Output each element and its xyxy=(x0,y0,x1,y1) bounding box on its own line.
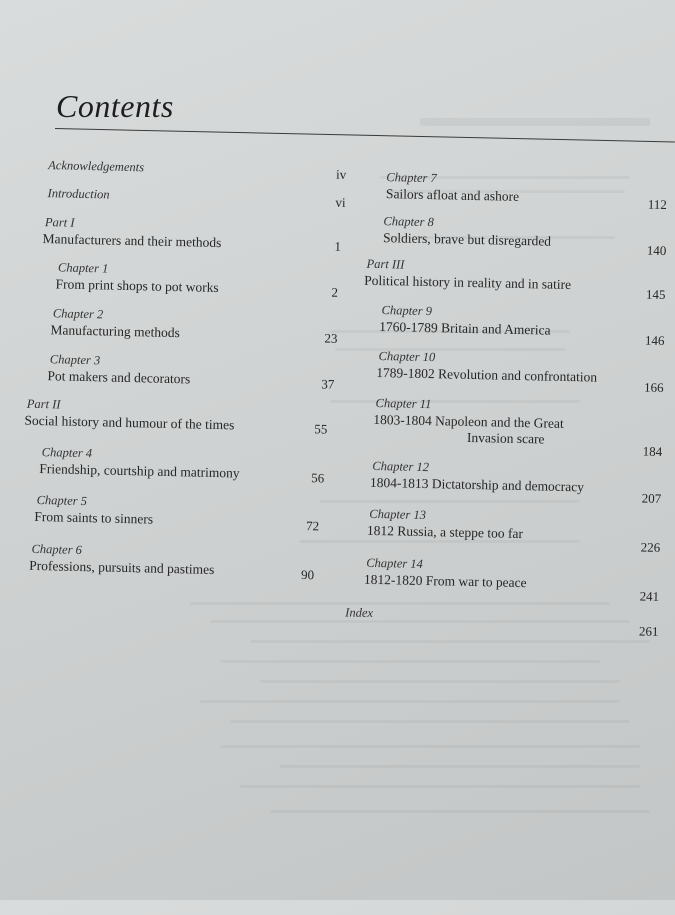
toc-title: 1803-1804 Napoleon and the Great xyxy=(373,411,564,431)
toc-page-number: 37 xyxy=(321,376,335,392)
toc-title: Pot makers and decorators xyxy=(47,368,191,387)
toc-label: Chapter 10 xyxy=(378,349,436,365)
toc-page-number: 72 xyxy=(305,518,320,534)
toc-label: Chapter 4 xyxy=(41,445,93,461)
toc-title-continued: Invasion scare xyxy=(466,429,545,447)
toc-label: Chapter 7 xyxy=(386,170,437,186)
toc-page-number: 2 xyxy=(331,284,339,300)
toc-page-number: 207 xyxy=(641,490,662,506)
toc-label: Chapter 8 xyxy=(383,214,434,230)
toc-label: Acknowledgements xyxy=(48,158,145,175)
toc-label: Chapter 12 xyxy=(372,458,430,475)
toc-label: Chapter 9 xyxy=(381,303,433,319)
toc-label: Chapter 1 xyxy=(57,260,109,276)
toc-title: From saints to sinners xyxy=(34,508,154,527)
toc-page-number: vi xyxy=(335,194,346,210)
toc-page-number: 145 xyxy=(645,286,666,302)
toc-label: Part I xyxy=(44,215,75,230)
toc-page-number: 184 xyxy=(642,443,663,459)
toc-title: 1804-1813 Dictatorship and democracy xyxy=(369,474,585,495)
toc-title: Friendship, courtship and matrimony xyxy=(39,461,240,481)
toc-page-number: 56 xyxy=(311,470,325,486)
toc-page-number: 55 xyxy=(314,421,328,437)
toc-page-number: 90 xyxy=(300,566,315,583)
toc-label: Chapter 2 xyxy=(52,306,104,322)
toc-page-number: 140 xyxy=(646,242,667,259)
toc-label: Chapter 6 xyxy=(31,541,83,557)
page-title: Contents xyxy=(56,88,174,124)
toc-page-number: 261 xyxy=(638,623,659,639)
toc-title: Professions, pursuits and pastimes xyxy=(29,557,215,578)
toc-title: Sailors afloat and ashore xyxy=(385,186,520,204)
toc-label: Chapter 3 xyxy=(49,352,101,368)
toc-title: Soldiers, brave but disregarded xyxy=(382,230,552,249)
toc-label: Chapter 5 xyxy=(36,492,88,509)
toc-label: Index xyxy=(345,605,374,620)
toc-title: From print shops to pot works xyxy=(55,276,219,296)
toc-label: Chapter 14 xyxy=(366,555,424,571)
toc-title: 1812-1820 From war to peace xyxy=(363,571,527,591)
toc-label: Chapter 11 xyxy=(375,395,432,412)
toc-title: Manufacturers and their methods xyxy=(42,231,222,251)
toc-title: Political history in reality and in satire xyxy=(364,272,572,293)
toc-title: Manufacturing methods xyxy=(50,322,181,341)
toc-label: Chapter 13 xyxy=(369,506,427,523)
toc-title: 1789-1802 Revolution and confrontation xyxy=(376,364,598,385)
toc-page-number: 226 xyxy=(640,539,661,555)
toc-page-number: 241 xyxy=(639,588,660,604)
toc-page-number: 146 xyxy=(644,332,665,348)
toc-label: Introduction xyxy=(47,186,110,202)
toc-page-number: 166 xyxy=(643,379,664,395)
toc-title: Social history and humour of the times xyxy=(24,412,235,433)
toc-page-number: iv xyxy=(335,166,347,182)
toc-label: Part III xyxy=(366,256,405,272)
toc-title: 1812 Russia, a steppe too far xyxy=(366,522,524,542)
toc-page-number: 1 xyxy=(334,238,342,254)
toc-label: Part II xyxy=(26,396,61,412)
toc-page-number: 23 xyxy=(324,330,338,346)
toc-title: 1760-1789 Britain and America xyxy=(379,319,551,338)
toc-page-number: 112 xyxy=(647,196,668,213)
